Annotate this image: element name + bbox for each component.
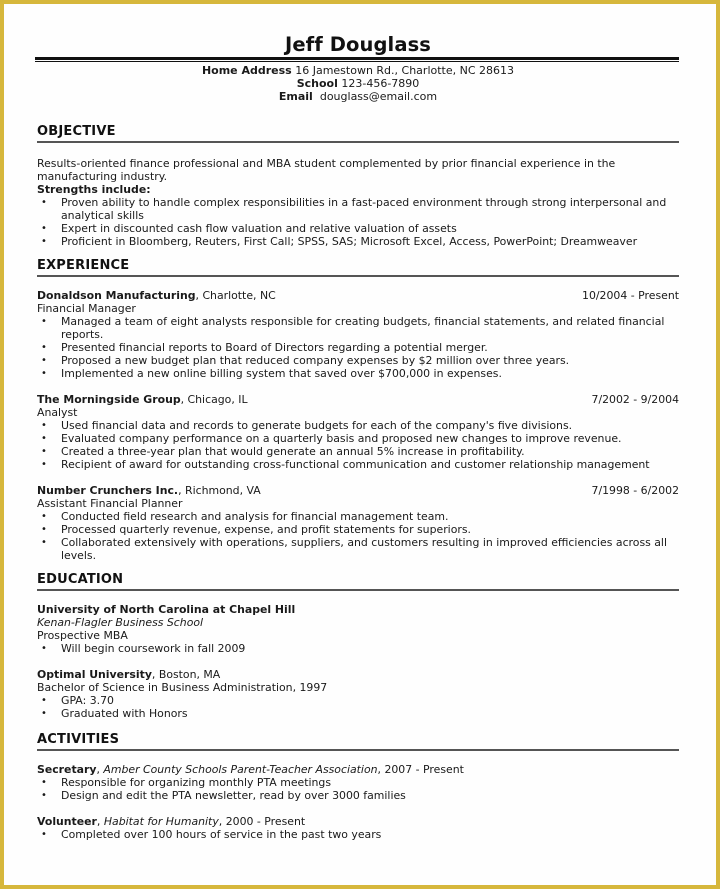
resume-name: Jeff Douglass [284,33,432,56]
company-location: , Chicago, IL [180,393,248,406]
contact-label: Home Address [201,64,292,77]
list-item [37,315,679,341]
item-text: Processed quarterly revenue, expense, and profit statements for superiors. [61,523,471,536]
item-text: Completed over 100 hours of service in the past two years [61,828,382,841]
contact-school-phone [37,77,679,90]
company-location: , Richmond, VA [178,484,261,497]
contact-label: School [296,77,338,91]
separator: , [96,815,104,828]
school-bullets [37,694,679,720]
item-text: Presented financial reports to Board of Directors regarding a potential merger. [61,341,488,354]
list-item [37,707,679,720]
contact-value: 123-456-7890 [341,77,420,91]
company-name: Number Crunchers Inc. [37,484,179,497]
list-item [37,828,679,841]
list-item [37,419,679,432]
job-title: Assistant Financial Planner [37,497,183,510]
item-text: Evaluated company performance on a quarterly basis and proposed new changes to improve revenue. [61,432,622,445]
company-name: The Morningside Group [37,393,181,406]
school-name: Optimal University [37,668,152,681]
list-item [37,235,679,248]
item-text: GPA: 3.70 [61,694,114,707]
job-title: Analyst [37,406,78,419]
section-activities [37,732,679,841]
bullet-icon: • [41,708,47,719]
item-text: Expert in discounted cash flow valuation and relative valuation of assets [61,222,457,235]
contact-address [37,64,679,77]
item-text: Graduated with Honors [61,707,188,720]
activity-role: Volunteer [37,815,97,828]
job-title: Financial Manager [37,302,136,315]
bullet-icon: • [41,236,47,247]
section-experience [37,258,679,562]
job-dates: 7/1998 - 6/2002 [591,484,679,497]
job-employer [37,484,261,497]
section-heading: EXPERIENCE [37,258,679,277]
job-bullets [37,510,679,562]
header-double-rule [35,57,679,62]
summary-line: manufacturing industry. [37,170,168,183]
list-item [37,642,679,655]
bullet-icon: • [41,355,47,366]
bullet-icon: • [41,829,47,840]
section-education [37,572,679,720]
job-entry [37,484,679,562]
job-dates: 10/2004 - Present [582,289,679,302]
bullet-icon: • [41,643,47,654]
section-heading: OBJECTIVE [37,124,679,143]
list-item [37,789,679,802]
bullet-icon: • [41,433,47,444]
school-header [37,668,679,681]
bullet-icon: • [41,368,47,379]
contact-value: 16 Jamestown Rd., Charlotte, NC 28613 [295,64,515,77]
objective-summary [37,157,679,196]
activity-org: Amber County Schools Parent-Teacher Association [103,763,378,776]
item-text: Proven ability to handle complex responsibilities in a fast-paced environment through strong interpersonal and [61,196,667,209]
item-text: Recipient of award for outstanding cross-functional communication and customer relationship management [61,458,650,471]
item-text: Proficient in Bloomberg, Reuters, First Call; SPSS, SAS; Microsoft Excel, Access, PowerPoint; Dreamweaver [61,235,638,248]
bullet-icon: • [41,511,47,522]
sub-school: Kenan-Flagler Business School [37,616,204,629]
job-bullets [37,419,679,471]
activity-role: Secretary [37,763,97,776]
list-item [37,445,679,458]
section-objective [37,124,679,248]
school-bullets [37,642,679,655]
bullet-icon: • [41,223,47,234]
item-text: analytical skills [61,209,144,222]
bullet-icon: • [41,777,47,788]
contact-label: Email [278,90,313,104]
bullet-icon: • [41,537,47,548]
list-item [37,222,679,235]
activity-entry [37,815,679,841]
job-dates: 7/2002 - 9/2004 [591,393,679,406]
school-location: , Boston, MA [151,668,221,681]
job-entry [37,289,679,380]
item-text: Implemented a new online billing system that saved over $700,000 in expenses. [61,367,502,380]
item-text: Design and edit the PTA newsletter, read by over 3000 families [61,789,406,802]
activity-entry [37,763,679,802]
item-text: levels. [61,549,97,562]
bullet-icon: • [41,316,47,327]
bullet-icon: • [41,197,47,208]
job-employer [37,289,276,302]
activity-header [37,815,679,828]
school-name: University of North Carolina at Chapel Hill [37,603,296,616]
bullet-icon: • [41,446,47,457]
activity-dates: , 2000 - Present [218,815,306,828]
bullet-icon: • [41,695,47,706]
job-entry [37,393,679,471]
list-item [37,510,679,523]
activity-org: Habitat for Humanity [103,815,219,828]
list-item [37,354,679,367]
job-employer [37,393,248,406]
list-item [37,458,679,471]
activity-header [37,763,679,776]
item-text: Responsible for organizing monthly PTA meetings [61,776,332,789]
contact-value[interactable]: douglass@email.com [319,90,438,104]
item-text: Created a three-year plan that would generate an annual 5% increase in profitability. [61,445,525,458]
activity-bullets [37,828,679,841]
item-text: Collaborated extensively with operations, suppliers, and customers resulting in improved efficiencies across all [61,536,667,549]
school-entry [37,668,679,720]
item-text: reports. [61,328,104,341]
company-location: , Charlotte, NC [195,289,276,302]
bullet-icon: • [41,524,47,535]
strengths-label: Strengths include: [37,183,151,196]
bullet-icon: • [41,790,47,801]
bullet-icon: • [41,420,47,431]
degree: Bachelor of Science in Business Administration, 1997 [37,681,328,694]
item-text: Conducted field research and analysis for financial management team. [61,510,449,523]
job-bullets [37,315,679,380]
item-text: Used financial data and records to generate budgets for each of the company's five divisions. [61,419,573,432]
list-item [37,694,679,707]
section-heading: ACTIVITIES [37,732,679,751]
list-item [37,367,679,380]
company-name: Donaldson Manufacturing [37,289,196,302]
item-text: Managed a team of eight analysts responsible for creating budgets, financial statements, and related financial [61,315,665,328]
list-item [37,432,679,445]
job-header-row [37,289,679,302]
job-header-row [37,484,679,497]
item-text: Proposed a new budget plan that reduced company expenses by $2 million over three years. [61,354,570,367]
activity-bullets [37,776,679,802]
contact-email [37,90,679,103]
school-entry [37,603,679,655]
strengths-list [37,196,679,248]
list-item [37,523,679,536]
bullet-icon: • [41,342,47,353]
activity-dates: , 2007 - Present [377,763,464,776]
list-item [37,776,679,789]
job-header-row [37,393,679,406]
degree: Prospective MBA [37,629,128,642]
bullet-icon: • [41,459,47,470]
list-item [37,536,679,562]
item-text: Will begin coursework in fall 2009 [61,642,246,655]
section-heading: EDUCATION [37,572,679,591]
separator: , [96,763,104,776]
contact-block [37,64,679,104]
summary-line: Results-oriented finance professional and MBA student complemented by prior financial experience in the [37,157,616,170]
list-item [37,196,679,222]
list-item [37,341,679,354]
